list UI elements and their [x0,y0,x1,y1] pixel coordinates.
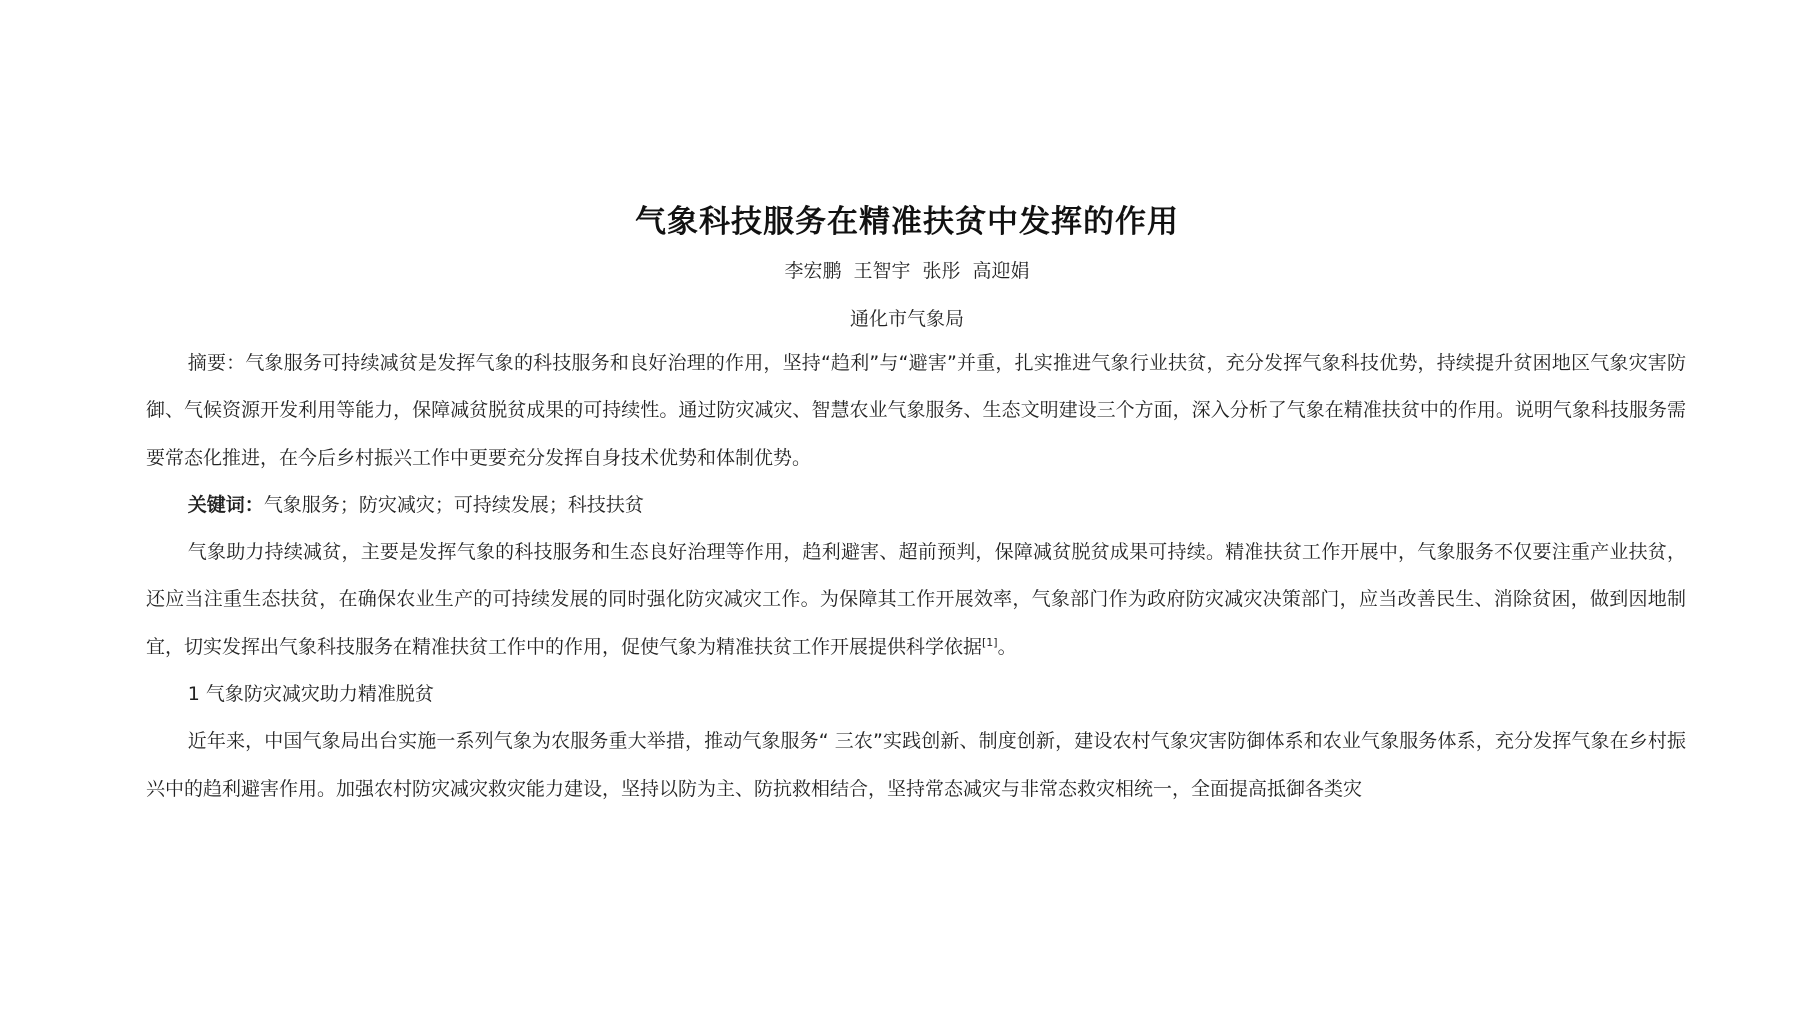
intro-text: 气象助力持续减贫，主要是发挥气象的科技服务和生态良好治理等作用，趋利避害、超前预判，保障减贫脱贫成果可持续。精准扶贫工作开展中，气象服务不仅要注重产业扶贫，还应当注重生态扶贫，在确保农业生产的可持续发展的同时强化防灾减灾工作。为保障其工作开展效率，气象部门作为政府防灾减灾决策部门，应当改善民生、消除贫困，做到因地制宜，切实发挥出气象科技服务在精准扶贫工作中的作用，促使气象为精准扶贫工作开展提供科学依据 [146,541,1686,658]
paper-body [146,340,1686,813]
affiliation: 通化市气象局 [849,308,964,330]
section-heading: 1 气象防灾减灾助力精准脱贫 [187,683,434,706]
abstract-paragraph: 摘要：气象服务可持续减贫是发挥气象的科技服务和良好治理的作用，坚持“趋利”与“避害”并重，扎实推进气象行业扶贫，充分发挥气象科技优势，持续提升贫困地区气象灾害防御、气候资源开发利用等能力，保障减贫脱贫成果的可持续性。通过防灾减灾、智慧农业气象服务、生态文明建设三个方面，深入分析了气象在精准扶贫中的作用。说明气象科技服务需要常态化推进，在今后乡村振兴工作中更要充分发挥自身技术优势和体制优势。 [146,352,1686,469]
keywords-text: 气象服务；防灾减灾；可持续发展；科技扶贫 [263,493,644,516]
intro-end: 。 [997,635,1017,658]
citation-marker: [1] [982,635,998,649]
keywords-label: 关键词： [187,493,264,516]
author-list: 李宏鹏 王智宇 张彤 高迎娟 [784,260,1030,282]
intro-paragraph [146,529,1686,671]
section-body-paragraph: 近年来，中国气象局出台实施一系列气象为农服务重大举措，推动气象服务“ 三农”实践创新、制度创新，建设农村气象灾害防御体系和农业气象服务体系，充分发挥气象在乡村振兴中的趋利避害作用。加强农村防灾减灾救灾能力建设，坚持以防为主、防抗救相结合，坚持常态减灾与非常态救灾相统一，全面提高抵御各类灾 [146,730,1686,800]
paper-title: 气象科技服务在精准扶贫中发挥的作用 [635,204,1179,240]
keywords-paragraph [146,482,1686,529]
